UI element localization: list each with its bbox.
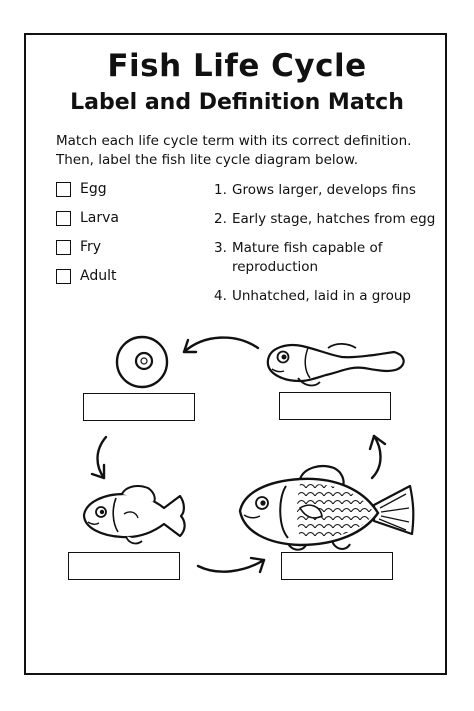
definition-3-text: Mature fish capable of reproduction	[232, 240, 383, 275]
definition-1-number: 1.	[214, 182, 227, 198]
arrow-larva-to-egg	[184, 338, 258, 352]
adult-fish-icon	[240, 466, 413, 550]
worksheet-title: Fish Life Cycle	[107, 48, 367, 84]
term-egg-label: Egg	[80, 181, 107, 197]
definition-1-text: Grows larger, develops fins	[232, 182, 416, 198]
egg-label-box[interactable]	[83, 393, 195, 421]
fry-label-box[interactable]	[68, 552, 180, 580]
definition-2-text: Early stage, hatches from egg	[232, 211, 436, 227]
term-larva-label: Larva	[80, 210, 119, 226]
egg-icon	[117, 337, 167, 387]
definition-3-number: 3.	[214, 240, 227, 256]
fry-fish-icon	[84, 486, 185, 543]
worksheet-subtitle: Label and Definition Match	[70, 90, 404, 115]
arrow-fry-to-adult	[198, 560, 264, 572]
definition-2-number: 2.	[214, 211, 227, 227]
adult-label-box[interactable]	[281, 552, 393, 580]
instructions-line-1: Match each life cycle term with its correct definition.	[56, 133, 412, 149]
larva-fish-icon	[268, 344, 404, 386]
definition-4-number: 4.	[214, 288, 227, 304]
definition-4-text: Unhatched, laid in a group	[232, 288, 412, 304]
instructions-line-2: Then, label the fish lite cycle diagram below.	[56, 152, 358, 168]
term-adult-label: Adult	[80, 268, 117, 284]
term-fry-label: Fry	[80, 239, 102, 255]
larva-label-box[interactable]	[279, 392, 391, 420]
